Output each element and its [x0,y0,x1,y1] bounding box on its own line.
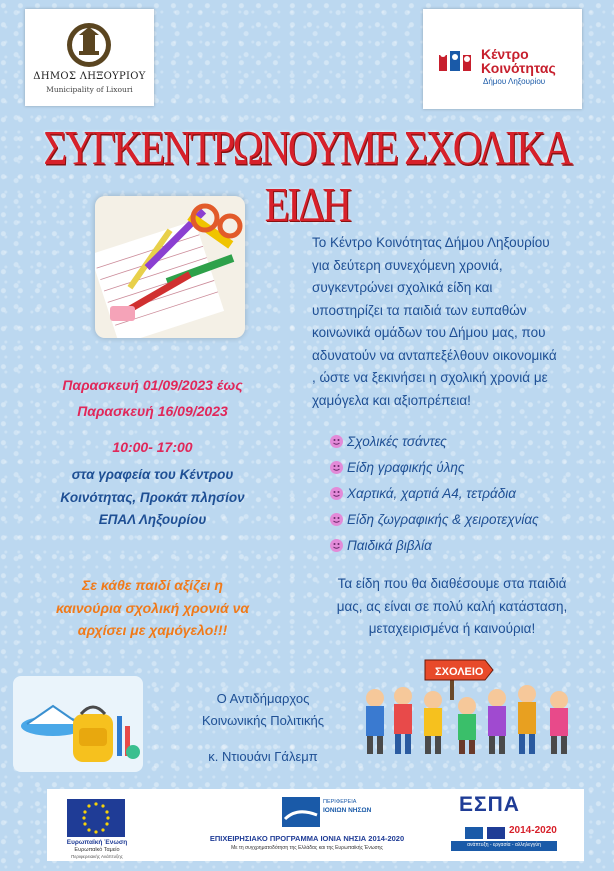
community-line1: Κέντρο [481,46,529,62]
community-logo-text [481,47,556,75]
school-kids-illustration [355,656,591,758]
intro-line: αδυνατούν να ανταπεξέλθουν οικονομικά [312,347,557,363]
community-logo-sub: Δήμου Ληξουρίου [483,77,546,86]
item-label: Χαρτικά, χαρτιά Α4, τετράδια [347,486,516,501]
date-start: Παρασκευή 01/09/2023 έως [62,377,243,393]
item-label: Παιδικά βιβλία [347,538,432,553]
espa-years: 2014-2020 [509,825,557,836]
event-hours: 10:00- 17:00 [112,439,193,455]
item-label: Σχολικές τσάντες [347,434,447,449]
municipality-sub: Municipality of Lixouri [46,85,133,94]
school-bag-image [13,676,143,772]
region-name: ΙΟΝΙΩΝ ΝΗΣΩΝ [323,807,372,814]
school-supplies-illustration [95,196,245,338]
intro-line: χαμόγελα και αξιοπρέπεια! [312,392,471,408]
smiley-icon [330,461,343,474]
signature-name: κ. Ντιουάνι Γάλεμπ [208,749,318,764]
community-people-icon [437,49,477,79]
item-paper [330,486,516,501]
school-kids-image [355,656,591,758]
eu-title: Ευρωπαϊκή Ένωση [66,839,128,846]
intro-line: κοινωνικά ομάδων του Δήμου μας, που [312,325,546,340]
municipality-name: ΔΗΜΟΣ ΛΗΞΟΥΡΙΟΥ [33,71,146,82]
smiley-icon [330,435,343,448]
espa-logo: ΕΣΠΑ [459,793,520,816]
slogan [20,574,285,642]
date-end: Παρασκευή 16/09/2023 [77,403,228,419]
espa-slogan: ανάπτυξη - εργασία - αλληλεγγύη [467,842,541,848]
location-line: στα γραφεία του Κέντρου [71,467,234,482]
item-art-supplies [330,512,539,527]
signature-title: Ο Αντιδήμαρχος [216,691,310,706]
municipality-logo [25,9,154,106]
municipality-emblem-icon [25,9,154,71]
cofunding-note: Με τη συγχρηματοδότηση της Ελλάδας και της Ευρωπαϊκής Ένωσης [231,845,383,851]
intro-line: Το Κέντρο Κοινότητας Δήμου Ληξουρίου [312,235,550,250]
region-top: ΠΕΡΙΦΕΡΕΙΑ [323,799,357,805]
community-center-logo [423,9,582,109]
condition-note [302,573,602,641]
intro-paragraph [312,232,602,412]
signature-department: Κοινωνικής Πολιτικής [201,713,325,728]
item-label: Είδη γραφικής ύλης [347,460,465,475]
intro-line: για δεύτερη συνεχόμενη χρονιά, [312,257,503,273]
location-line: Κοινότητας, Προκάτ πλησίον [60,489,245,505]
eu-small-flag-icon [487,827,505,839]
community-line2: Κοινότητας [481,60,556,76]
event-location [20,464,285,532]
item-school-bags [330,434,447,449]
smiley-icon [330,487,343,500]
eu-fund: Ευρωπαϊκό Ταμείο [74,847,120,853]
smiley-icon [330,513,343,526]
slogan-line: καινούρια σχολική χρονιά να [55,599,250,616]
eu-fund-2: Περιφερειακής Ανάπτυξης [71,854,123,859]
signature-block [176,688,350,768]
item-stationery [330,460,464,475]
intro-line: συγκεντρώνει σχολικά είδη και [312,280,493,295]
smiley-icon [330,539,343,552]
greek-flag-icon [465,827,483,839]
slogan-line: Σε κάθε παιδί αξίζει η [82,577,223,593]
event-dates [20,372,285,460]
funding-footer [47,789,584,861]
location-line: ΕΠΑΛ Ληξουρίου [98,512,207,527]
school-bag-illustration [13,676,143,772]
school-sign-text: ΣΧΟΛΕΙΟ [435,666,484,678]
intro-line: υποστηρίζει τα παιδιά των ευπαθών [312,302,527,318]
page-title: ΣΥΓΚΕΝΤΡΩΝΟΥΜΕ ΣΧΟΛΙΚΑ ΕΙΔΗ [43,120,571,232]
slogan-line: αρχίσει με χαμόγελο!!! [77,622,228,638]
condition-line: Τα είδη που θα διαθέσουμε στα παιδιά [337,576,567,591]
condition-line: μας, ας είναι σε πολύ καλή κατάσταση, [336,598,568,614]
item-childrens-books [330,538,432,553]
intro-line: , ώστε να ξεκινήσει η σχολική χρονιά με [312,370,548,385]
condition-line: μεταχειρισμένα ή καινούρια! [368,621,536,636]
item-label: Είδη ζωγραφικής & χειροτεχνίας [347,512,539,527]
program-title: ΕΠΙΧΕΙΡΗΣΙΑΚΟ ΠΡΟΓΡΑΜΜΑ ΙΟΝΙΑ ΝΗΣΙΑ 2014-2020 [209,834,405,843]
school-supplies-image [95,196,245,338]
